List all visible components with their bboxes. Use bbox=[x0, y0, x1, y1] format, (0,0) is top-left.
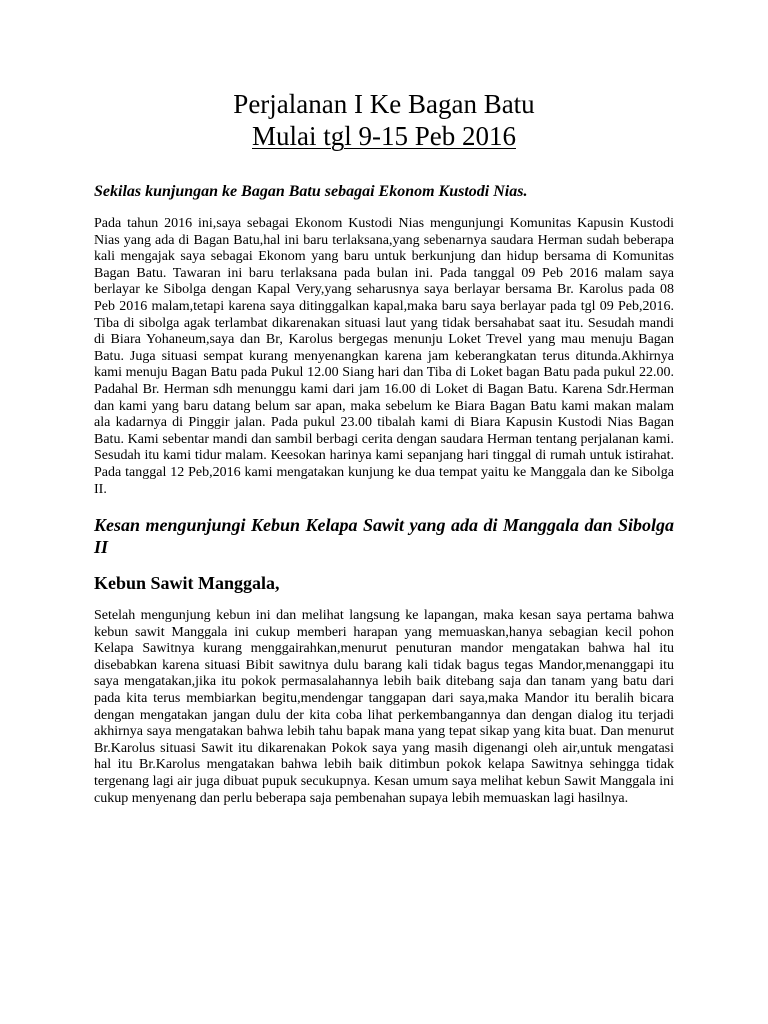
document-subtitle-text: Mulai tgl 9-15 Peb 2016 bbox=[252, 121, 516, 151]
sub-heading: Kebun Sawit Manggala, bbox=[94, 573, 280, 594]
document-title: Perjalanan I Ke Bagan Batu bbox=[233, 89, 535, 119]
document-subtitle bbox=[94, 120, 674, 152]
intro-heading: Sekilas kunjungan ke Bagan Batu sebagai Ekonom Kustodi Nias. bbox=[94, 183, 528, 200]
body-paragraph-2: Setelah mengunjung kebun ini dan melihat langsung ke lapangan, maka kesan saya pertama bahwa kebun sawit Manggala ini cukup memberi harapan yang memuaskan,hanya sebagian kecil pohon Kelapa Sawitnya kurang menggairahkan,menurut penuturan mandor mengatakan bahwa hal itu disebabkan karena situasi Bibit sawitnya dulu barang kali tidak bagus tegas Mandor,menanggapi itu saya mengatakan,jika itu pokok permasalahannya lebih baik ditebang saja dan tanam yang batu dari pada kita terus membiarkan begitu,mendengar tanggapan dari saya,maka Mandor itu beralih bicara dengan mengatakan jangan dulu der kita coba lihat perkembangannya dan dengan dialog itu terjadi akhirnya saya mengatakan bahwa lebih tahu bapak mana yang tepat sikap yang kita buat. Dan menurut Br.Karolus situasi Sawit itu dikarenakan Pokok saya yang masih digenangi oleh air,untuk mengatasi hal itu Br.Karolus mengatakan bahwa lebih baik ditimbun pokok kelapa Sawitnya sehingga tidak tergenang lagi air juga dibuat pupuk secukupnya. Kesan umum saya melihat kebun Sawit Manggala ini cukup menyenang dan perlu beberapa saja pembenahan supaya lebih memuaskan lagi hasilnya. bbox=[94, 608, 674, 806]
section-heading: Kesan mengunjungi Kebun Kelapa Sawit yang ada di Manggala dan Sibolga II bbox=[94, 515, 674, 558]
body-paragraph-1: Pada tahun 2016 ini,saya sebagai Ekonom Kustodi Nias mengunjungi Komunitas Kapusin Kustodi Nias yang ada di Bagan Batu,hal ini baru terlaksana,yang sebenarnya saudara Herman sudah beberapa kali mengajak saya sebagai Ekonom yang baru untuk berkunjung dan hidup bersama di Komunitas Bagan Batu. Tawaran ini baru terlaksana pada bulan ini. Pada tanggal 09 Peb 2016 malam saya berlayar ke Sibolga dengan Kapal Very,yang seharusnya saya berlayar bersama Br. Karolus pada 08 Peb 2016 malam,tetapi karena saya ditinggalkan kapal,maka baru saya berlayar pada tgl 09 Peb,2016. Tiba di sibolga agak terlambat dikarenakan situasi laut yang tidak bersahabat saat itu. Sesudah mandi di Biara Yohaneum,saya dan Br, Karolus bergegas menunju Loket Trevel yang mau menuju Bagan Batu. Juga situasi sempat kurang menyenangkan karena jam keberangkatan terus ditunda.Akhirnya kami menuju Bagan Batu pada Pukul 12.00 Siang hari dan Tiba di Loket bagan Batu pada pukul 22.00. Padahal Br. Herman sdh menunggu kami dari jam 16.00 di Loket di Bagan Batu. Karena Sdr.Herman dan kami yang baru datang belum sar apan, maka sebelum ke Biara Bagan Batu kami makan malam ala kadarnya di Pinggir jalan. Pada pukul 23.00 tibalah kami di Biara Kapusin Kustodi Nias Bagan Batu. Kami sebentar mandi dan sambil berbagi cerita dengan saudara Herman tentang perjalanan kami. Sesudah itu kami tidur malam. Keesokan harinya kami sepanjang hari tinggal di rumah untuk istirahat. Pada tanggal 12 Peb,2016 kami mengatakan kunjung ke dua tempat yaitu ke Manggala dan ke Sibolga II. bbox=[94, 216, 674, 497]
document-page bbox=[94, 88, 674, 807]
